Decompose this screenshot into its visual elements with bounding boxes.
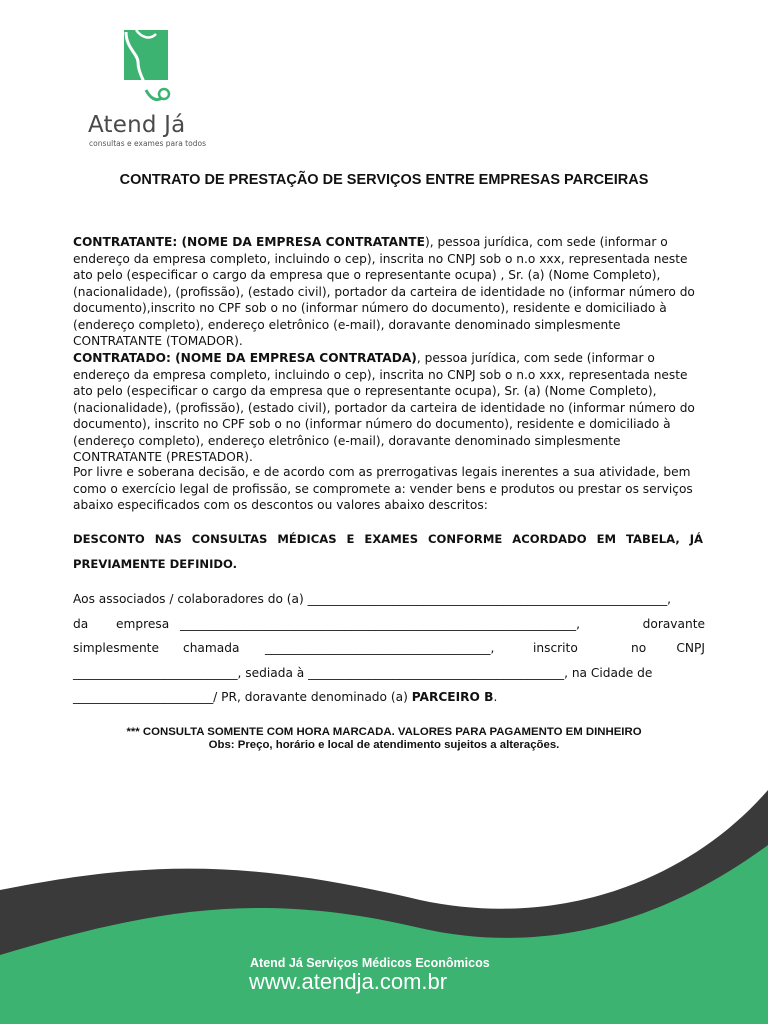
- form-word: chamada: [183, 641, 240, 655]
- form-word: doravante: [642, 617, 705, 631]
- contratado-label: CONTRATADO: (NOME DA EMPRESA CONTRATADA): [73, 351, 417, 365]
- disclaimer-note: Obs: Preço, horário e local de atendimento sujeitos a alterações.: [208, 739, 560, 751]
- form-word: CNPJ: [676, 641, 705, 655]
- form-word: inscrito: [533, 641, 578, 655]
- partner-label: PARCEIRO B: [411, 690, 494, 704]
- decision-paragraph: Por livre e soberana decisão, e de acordo com as prerrogativas legais inerentes a sua atividade, bem como o exercício legal de profissão, se compromete a: vender bens e produtos ou prestar os serviços abaixo especificados com os descontos ou valores abaixo descritos:: [73, 465, 693, 512]
- name-blank: _____________________________________,: [265, 641, 495, 655]
- discount-clause: DESCONTO NAS CONSULTAS MÉDICAS E EXAMES CONFORME ACORDADO EM TABELA, JÁ PREVIAMENTE DEFINIDO.: [73, 532, 703, 571]
- associates-line: Aos associados / colaboradores do (a) ___________________________________________________________,: [73, 592, 672, 606]
- period: .: [493, 690, 498, 704]
- footer-company: Atend Já Serviços Médicos Econômicos: [250, 956, 490, 970]
- contratante-text: ), pessoa jurídica, com sede (informar o endereço da empresa completo, incluindo o cep), inscrita no CNPJ sob o n.o xxx, representada neste ato pelo (especificar o cargo da empresa que o representante ocupa) , Sr. (a) (Nome Completo), (nacionalidade), (profissão), (estado civil), portador da carteira de identidade no (informar número do documento),inscrito no CPF sob o no (informar número do documento), residente e domiciliado à (endereço completo), endereço eletrônico (e-mail), doravante denominado simplesmente CONTRATANTE (TOMADOR).: [73, 235, 695, 348]
- contratado-text: , pessoa jurídica, com sede (informar o endereço da empresa completo, incluindo o cep), inscrita no CNPJ sob o n.o xxx, representada neste ato pelo (especificar o cargo da empresa que o representante ocupa), Sr. (a) (Nome Completo), (nacionalidade), (profissão), (estado civil), portador da carteira de identidade no (informar número do documento), inscrito no CPF sob o no (informar número do documento), residente e domiciliado à (endereço completo), endereço eletrônico (e-mail), doravante denominado simplesmente CONTRATANTE (PRESTADOR).: [73, 351, 695, 464]
- brand-tagline: consultas e exames para todos: [89, 139, 206, 148]
- form-word: empresa: [116, 617, 170, 631]
- footer-url[interactable]: www.atendja.com.br: [249, 969, 448, 994]
- document-title: CONTRATO DE PRESTAÇÃO DE SERVIÇOS ENTRE EMPRESAS PARCEIRAS: [119, 172, 649, 188]
- appointment-note: *** CONSULTA SOMENTE COM HORA MARCADA. VALORES PARA PAGAMENTO EM DINHEIRO: [126, 726, 642, 738]
- contratante-paragraph: [73, 234, 697, 350]
- city-line: [73, 690, 497, 704]
- form-word: simplesmente: [73, 641, 159, 655]
- contratante-label: CONTRATANTE: (NOME DA EMPRESA CONTRATANTE: [73, 235, 425, 249]
- form-word: no: [631, 641, 647, 655]
- form-word: da: [73, 617, 89, 631]
- company-blank: _________________________________________________________________,: [180, 617, 580, 631]
- cnpj-address-line: ___________________________, sediada à __________________________________________, na Cidade de: [73, 666, 653, 680]
- company-logo: [84, 28, 224, 153]
- contratado-paragraph: [73, 350, 697, 466]
- stethoscope-icon: [116, 28, 176, 110]
- brand-name: Atend Já: [88, 112, 186, 138]
- city-text: _______________________/ PR, doravante denominado (a): [73, 690, 412, 704]
